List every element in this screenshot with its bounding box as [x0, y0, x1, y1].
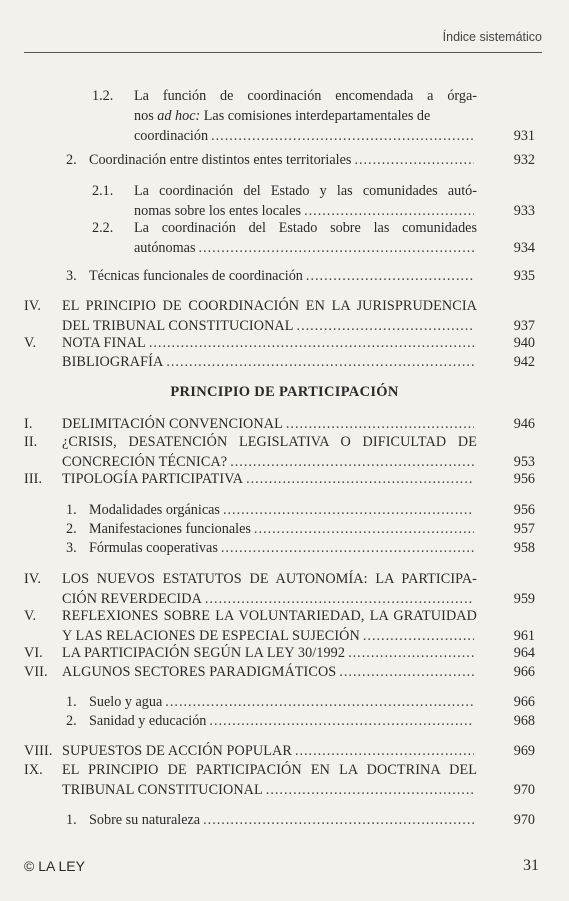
entry-number: 2. [66, 152, 77, 168]
entry-text-line [89, 538, 477, 558]
dot-leader [149, 333, 474, 353]
entry-text-line: ¿CRISIS, DESATENCIÓN LEGISLATIVA O DIFICULTAD DE [62, 434, 477, 450]
dot-leader [198, 238, 474, 258]
entry-text: TRIBUNAL CONSTITUCIONAL [62, 782, 263, 798]
entry-text: Sobre su naturaleza [89, 812, 201, 828]
dot-leader [166, 352, 474, 372]
page-number: 932 [513, 152, 535, 168]
entry-text: nomas sobre los entes locales [134, 203, 302, 219]
dot-leader [286, 414, 474, 434]
entry-text: nos [134, 108, 158, 124]
entry-text: coordinación [134, 128, 209, 144]
entry-number: VII. [24, 664, 48, 680]
entry-number: 3. [66, 540, 77, 556]
page-number: 961 [513, 628, 535, 644]
entry-number: II. [24, 434, 38, 450]
entry-number: 1. [66, 502, 77, 518]
entry-text-line [89, 692, 477, 712]
dot-leader [348, 643, 474, 663]
page-number: 970 [513, 782, 535, 798]
dot-leader [203, 810, 474, 830]
entry-text-line [134, 106, 477, 126]
entry-text-line: EL PRINCIPIO DE COORDINACIÓN EN LA JURISPRUDENCIA [62, 298, 477, 314]
entry-text-line [89, 266, 477, 286]
entry-text: autónomas [134, 240, 196, 256]
page-number: 970 [513, 812, 535, 828]
entry-number: IV. [24, 571, 41, 587]
entry-text-line: La coordinación del Estado sobre las comunidades [134, 220, 477, 236]
page-number: 946 [513, 416, 535, 432]
copyright-notice: © LA LEY [24, 858, 85, 874]
entry-number: V. [24, 608, 37, 624]
entry-text-line [62, 469, 477, 489]
entry-text-line [62, 352, 477, 372]
entry-number: IX. [24, 762, 43, 778]
entry-text-line [89, 810, 477, 830]
entry-text: BIBLIOGRAFÍA [62, 354, 164, 370]
entry-number: 2.1. [92, 183, 114, 199]
entry-text-line [62, 333, 477, 353]
dot-leader [354, 150, 474, 170]
page-number: 964 [513, 645, 535, 661]
dot-leader [209, 711, 474, 731]
entry-text: TIPOLOGÍA PARTICIPATIVA [62, 471, 244, 487]
entry-text-line: EL PRINCIPIO DE PARTICIPACIÓN EN LA DOCTRINA DEL [62, 762, 477, 778]
entry-text-line: La función de coordinación encomendada a órga- [134, 88, 477, 104]
page-number: 934 [513, 240, 535, 256]
entry-text: DELIMITACIÓN CONVENCIONAL [62, 416, 283, 432]
entry-text: Fórmulas cooperativas [89, 540, 218, 556]
entry-text: Las comisiones interdepartamentales de [200, 108, 431, 124]
dot-leader [211, 126, 474, 146]
entry-text: ALGUNOS SECTORES PARADIGMÁTICOS [62, 664, 337, 680]
entry-text-line [62, 643, 477, 663]
entry-text: Suelo y agua [89, 694, 163, 710]
entry-number: 2. [66, 521, 77, 537]
page-number: 969 [513, 743, 535, 759]
entry-number: V. [24, 335, 37, 351]
entry-number: VI. [24, 645, 43, 661]
entry-text: NOTA FINAL [62, 335, 146, 351]
entry-text-line: LOS NUEVOS ESTATUTOS DE AUTONOMÍA: LA PARTICIPA- [62, 571, 477, 587]
dot-leader [246, 469, 474, 489]
entry-text: Técnicas funcionales de coordinación [89, 268, 303, 284]
entry-text-line [89, 711, 477, 731]
dot-leader [266, 780, 474, 800]
dot-leader [223, 500, 474, 520]
entry-text: LA PARTICIPACIÓN SEGÚN LA LEY 30/1992 [62, 645, 346, 661]
entry-text-line [62, 780, 477, 800]
running-header: Índice sistemático [442, 30, 542, 44]
entry-text-line [89, 519, 477, 539]
page-number: 956 [513, 471, 535, 487]
dot-leader [254, 519, 474, 539]
entry-number: 1. [66, 694, 77, 710]
entry-number: IV. [24, 298, 41, 314]
entry-number: I. [24, 416, 33, 432]
entry-number: 1.2. [92, 88, 114, 104]
page-number: 937 [513, 318, 535, 334]
entry-text: Y LAS RELACIONES DE ESPECIAL SUJECIÓN [62, 628, 360, 644]
entry-text-line [62, 662, 477, 682]
page-number: 966 [513, 694, 535, 710]
dot-leader [295, 741, 474, 761]
entry-text: Coordinación entre distintos entes territoriales [89, 152, 352, 168]
entry-text: SUPUESTOS DE ACCIÓN POPULAR [62, 743, 292, 759]
entry-text-line [62, 414, 477, 434]
entry-number: III. [24, 471, 43, 487]
dot-leader [339, 662, 474, 682]
entry-number: 2. [66, 713, 77, 729]
page-number: 956 [513, 502, 535, 518]
page-number: 931 [513, 128, 535, 144]
page-number: 953 [513, 454, 535, 470]
page-number: 957 [513, 521, 535, 537]
page-number: 935 [513, 268, 535, 284]
dot-leader [306, 266, 474, 286]
entry-text-line [62, 741, 477, 761]
page-number: 933 [513, 203, 535, 219]
entry-text: CONCRECIÓN TÉCNICA? [62, 454, 228, 470]
entry-number: 1. [66, 812, 77, 828]
entry-text: DEL TRIBUNAL CONSTITUCIONAL [62, 318, 294, 334]
entry-text-line [134, 126, 477, 146]
entry-text: Modalidades orgánicas [89, 502, 220, 518]
dot-leader [165, 692, 474, 712]
section-title: PRINCIPIO DE PARTICIPACIÓN [170, 384, 399, 400]
entry-text: Manifestaciones funcionales [89, 521, 251, 537]
entry-text-line: REFLEXIONES SOBRE LA VOLUNTARIEDAD, LA GRATUIDAD [62, 608, 477, 624]
entry-text-line [89, 500, 477, 520]
page-number-footer: 31 [523, 857, 539, 874]
entry-number: VIII. [24, 743, 53, 759]
page-number: 958 [513, 540, 535, 556]
entry-text-line: La coordinación del Estado y las comunidades autó- [134, 183, 477, 199]
entry-number: 3. [66, 268, 77, 284]
page-number: 940 [513, 335, 535, 351]
entry-text-line [134, 238, 477, 258]
page-number: 942 [513, 354, 535, 370]
entry-text: Sanidad y educación [89, 713, 207, 729]
page-number: 966 [513, 664, 535, 680]
entry-text: CIÓN REVERDECIDA [62, 591, 202, 607]
entry-italic-text: ad hoc: [157, 108, 201, 124]
page-number: 959 [513, 591, 535, 607]
page-number: 968 [513, 713, 535, 729]
dot-leader [221, 538, 474, 558]
entry-text-line [89, 150, 477, 170]
entry-number: 2.2. [92, 220, 114, 236]
